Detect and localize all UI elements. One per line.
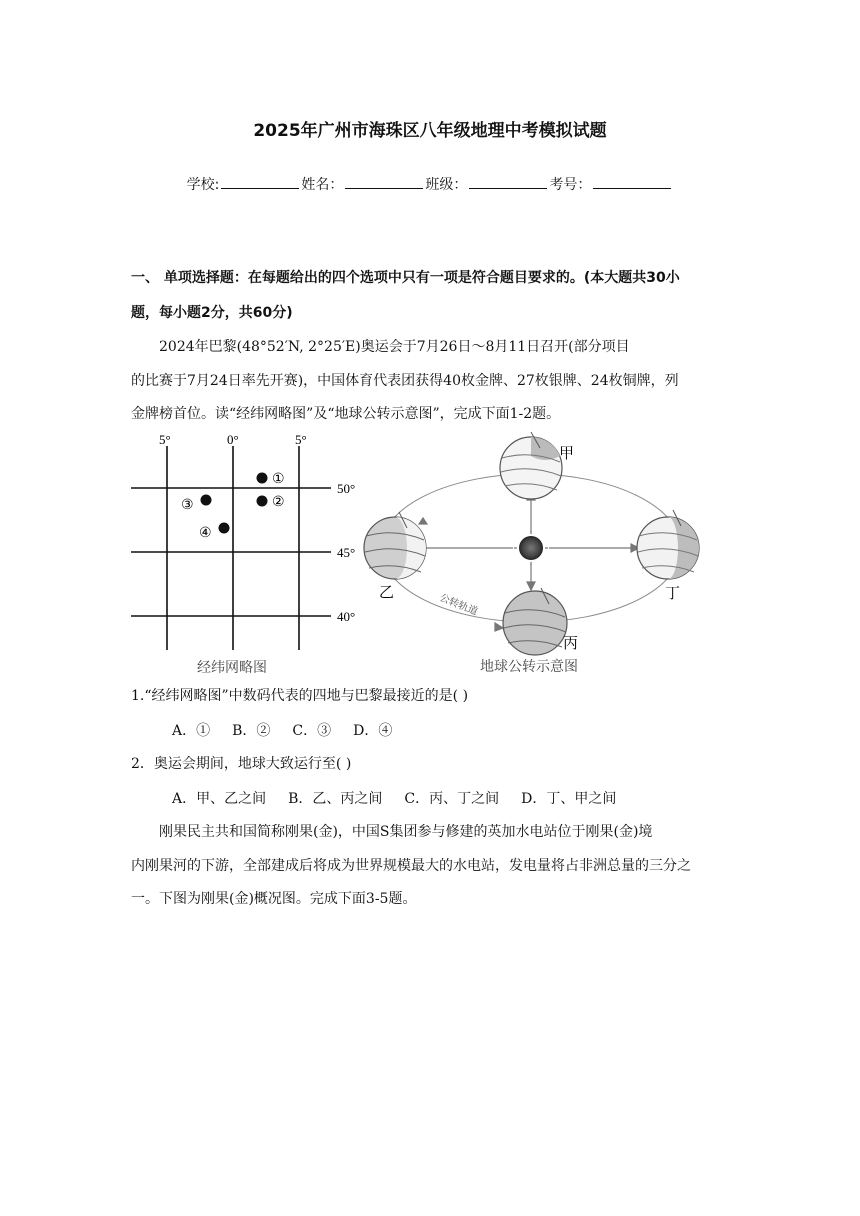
q1-option-d[interactable]: D．④ bbox=[353, 723, 393, 739]
point-1-label: ① bbox=[272, 472, 285, 487]
q2-option-c[interactable]: C．丙、丁之间 bbox=[404, 791, 500, 807]
q2-options bbox=[172, 788, 638, 808]
passage2-line3: 一。下图为刚果(金)概况图。完成下面3-5题。 bbox=[131, 891, 417, 907]
q1-option-b[interactable]: B．② bbox=[232, 723, 271, 739]
exam-no-blank[interactable] bbox=[593, 175, 671, 189]
grid-caption: 经纬网略图 bbox=[197, 661, 267, 676]
q2-option-d[interactable]: D．丁、甲之间 bbox=[521, 791, 617, 807]
earth-bing-label: 丙 bbox=[563, 636, 579, 652]
q2-stem: 2．奥运会期间，地球大致运行至( ) bbox=[131, 756, 352, 772]
earth-bing-icon bbox=[503, 588, 567, 655]
point-3-marker bbox=[201, 495, 212, 506]
q1-stem: 1.“经纬网略图”中数码代表的四地与巴黎最接近的是( ) bbox=[131, 688, 469, 704]
class-blank[interactable] bbox=[469, 175, 547, 189]
section-heading-line1: 一、 单项选择题：在每题给出的四个选项中只有一项是符合题目要求的。(本大题共30小 bbox=[131, 270, 680, 286]
name-label: 姓名： bbox=[301, 177, 344, 193]
lon-label-zero: 0° bbox=[227, 432, 239, 447]
q1-options bbox=[172, 720, 414, 740]
q1-option-a[interactable]: A．① bbox=[172, 723, 211, 739]
school-label: 学校: bbox=[186, 177, 220, 193]
orbit-label: 公转轨道 bbox=[437, 592, 480, 618]
earth-yi-label: 乙 bbox=[379, 585, 395, 601]
lon-label-east: 5° bbox=[295, 432, 307, 447]
name-blank[interactable] bbox=[345, 175, 423, 189]
earth-yi-icon bbox=[364, 512, 426, 579]
sun-icon bbox=[519, 536, 543, 560]
school-blank[interactable] bbox=[221, 175, 299, 189]
q1-option-c[interactable]: C．③ bbox=[292, 723, 332, 739]
exam-no-label: 考号： bbox=[549, 177, 592, 193]
page-title: 2025年广州市海珠区八年级地理中考模拟试题 bbox=[253, 121, 607, 141]
q2-option-b[interactable]: B．乙、丙之间 bbox=[288, 791, 383, 807]
passage1-line1: 2024年巴黎(48°52′N, 2°25′E)奥运会于7月26日～8月11日召开(部分项目 bbox=[159, 339, 630, 355]
lat-label-50: 50° bbox=[337, 481, 356, 496]
lat-long-grid-figure bbox=[125, 428, 375, 678]
earth-jia-icon bbox=[500, 432, 562, 499]
class-label: 班级： bbox=[425, 177, 468, 193]
point-1-marker bbox=[257, 473, 268, 484]
lat-label-40: 40° bbox=[337, 609, 356, 624]
lat-label-45: 45° bbox=[337, 545, 356, 560]
orbit-caption: 地球公转示意图 bbox=[480, 660, 578, 675]
passage1-line2: 的比赛于7月24日率先开赛)，中国体育代表团获得40枚金牌、27枚银牌、24枚铜牌，列 bbox=[131, 373, 679, 389]
passage2-line1: 刚果民主共和国简称刚果(金)，中国S集团参与修建的英加水电站位于刚果(金)境 bbox=[159, 824, 653, 840]
passage1-line3: 金牌榜首位。读“经纬网略图”及“地球公转示意图”，完成下面1-2题。 bbox=[131, 406, 561, 422]
earth-ding-label: 丁 bbox=[665, 586, 681, 602]
earth-jia-label: 甲 bbox=[559, 446, 575, 462]
point-4-marker bbox=[219, 523, 230, 534]
section-heading-line2: 题，每小题2分，共60分) bbox=[131, 305, 293, 321]
lon-label-west: 5° bbox=[159, 432, 171, 447]
earth-revolution-figure bbox=[355, 428, 720, 680]
point-3-label: ③ bbox=[181, 498, 194, 513]
point-2-marker bbox=[257, 496, 268, 507]
q2-option-a[interactable]: A．甲、乙之间 bbox=[172, 791, 267, 807]
passage2-line2: 内刚果河的下游，全部建成后将成为世界规模最大的水电站，发电量将占非洲总量的三分之 bbox=[131, 858, 691, 874]
student-info-line bbox=[0, 174, 860, 194]
earth-ding-icon bbox=[637, 510, 699, 579]
point-2-label: ② bbox=[272, 495, 285, 510]
point-4-label: ④ bbox=[199, 526, 212, 541]
